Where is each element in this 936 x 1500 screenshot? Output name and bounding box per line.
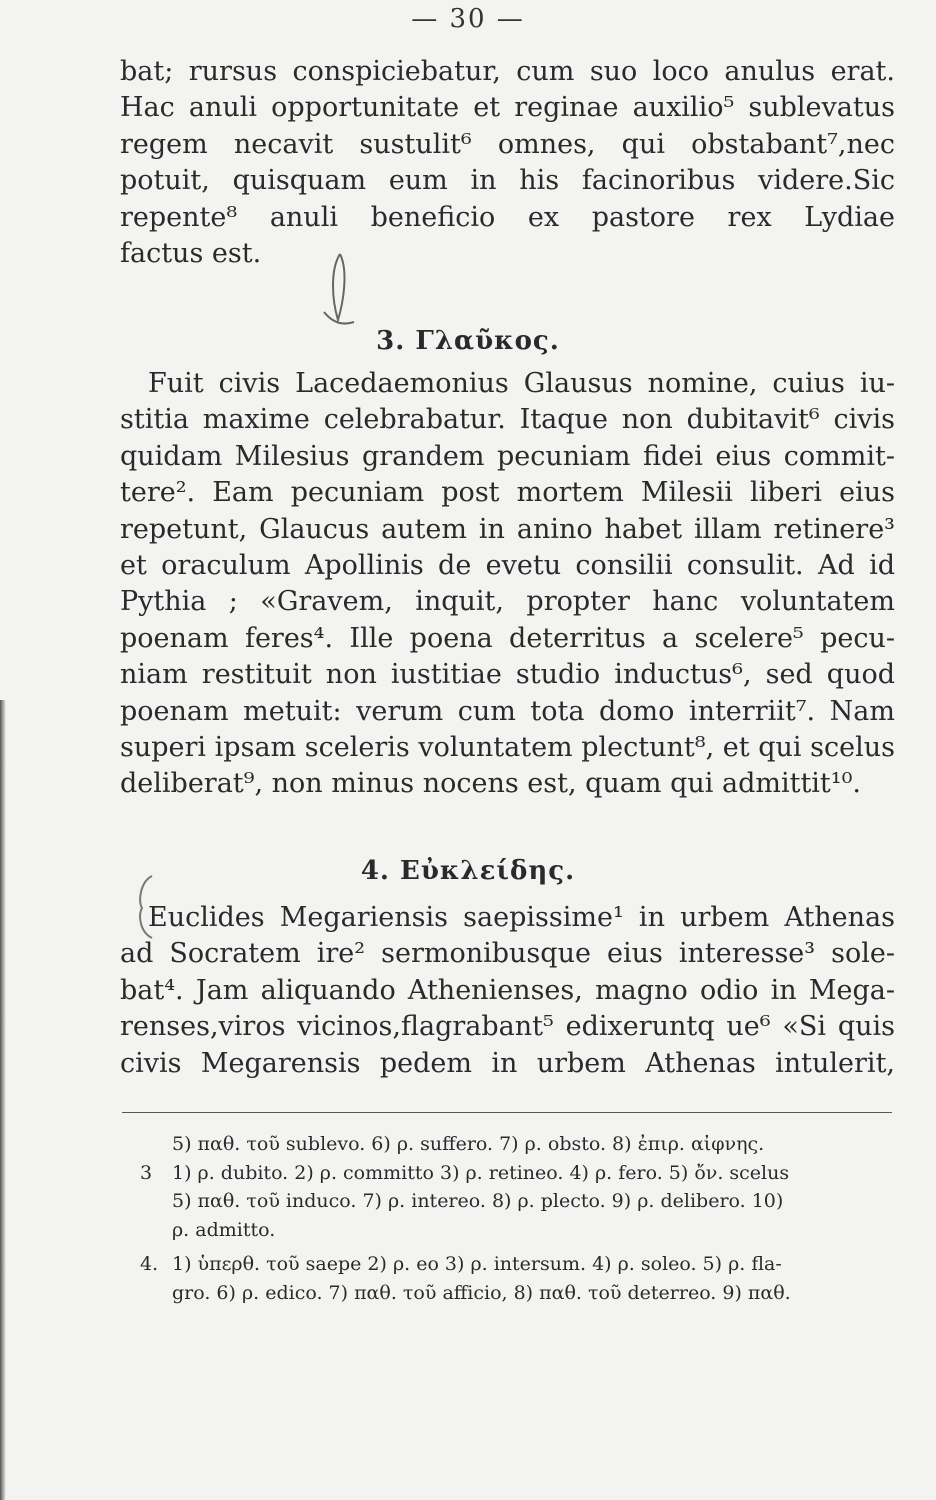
text-line: bat⁴. Jam aliquando Athenienses, magno odio in Mega- — [120, 974, 895, 1006]
paragraph-continuation — [120, 54, 895, 272]
pencil-mark-icon — [318, 250, 358, 330]
text-line: civis Megarensis pedem in urbem Athenas intulerit, — [120, 1047, 895, 1079]
footnote-row — [140, 1187, 895, 1216]
footnote-row — [140, 1130, 895, 1159]
footnote-text: 1) ὑπερθ. τοῦ saepe 2) ρ. eo 3) ρ. intersum. 4) ρ. soleo. 5) ρ. fla- — [172, 1253, 782, 1275]
text-line: deliberat⁹, non minus nocens est, quam qui admittit¹⁰. — [120, 768, 862, 800]
footnote-number — [140, 1130, 172, 1159]
footnotes — [140, 1130, 895, 1307]
text-line: niam restituit non iustitiae studio inductus⁶, sed quod — [120, 659, 895, 691]
footnote-text: ρ. admitto. — [172, 1218, 276, 1241]
footnote-number — [140, 1187, 172, 1216]
text-line: regem necavit sustulit⁶ omnes, qui obstabant⁷,nec — [120, 128, 895, 160]
paragraph-euclides — [120, 900, 895, 1082]
text-line: ad Socratem ire² sermonibusque eius interesse³ sole- — [120, 938, 895, 970]
footnote-row — [140, 1159, 895, 1188]
footnote-text: 5) παθ. τοῦ induco. 7) ρ. intereo. 8) ρ. plecto. 9) ρ. delibero. 10) — [172, 1190, 784, 1212]
footnote-divider — [122, 1112, 892, 1113]
text-line: quidam Milesius grandem pecuniam fidei eius commit- — [120, 440, 895, 472]
footnote-text: 5) παθ. τοῦ sublevo. 6) ρ. suffero. 7) ρ. obsto. 8) ἐπιρ. αἰφνης. — [172, 1133, 765, 1155]
text-line: Euclides Megariensis saepissime¹ in urbem Athenas — [148, 902, 895, 933]
text-line: repente⁸ anuli beneficio ex pastore rex Lydiae — [120, 201, 895, 233]
text-line: superi ipsam sceleris voluntatem plectunt⁸, et qui scelus — [120, 731, 895, 763]
text-line: Pythia ; «Gravem, inquit, propter hanc voluntatem — [120, 586, 895, 618]
text-line: Fuit civis Lacedaemonius Glausus nomine, cuius iu- — [148, 368, 895, 399]
text-line: repetunt, Glaucus autem in anino habet illam retinere³ — [120, 513, 895, 545]
footnote-text: 1) ρ. dubito. 2) ρ. committo 3) ρ. retineo. 4) ρ. fero. 5) ὄν. scelus — [172, 1161, 790, 1184]
text-line: potuit, quisquam eum in his facinoribus videre.Sic — [120, 165, 895, 197]
text-line: poenam feres⁴. Ille poena deterritus a scelere⁵ pecu- — [120, 622, 895, 654]
text-line: stitia maxime celebrabatur. Itaque non dubitavit⁶ civis — [120, 404, 895, 436]
footnote-number — [140, 1216, 172, 1245]
text-line: factus est. — [120, 237, 262, 269]
paragraph-glaucus — [120, 366, 895, 803]
text-line: tere². Eam pecuniam post mortem Milesii liberi eius — [120, 477, 895, 509]
text-line: poenam metuit: verum cum tota domo interriit⁷. Nam — [120, 695, 895, 727]
section-heading-euclides: 4. Εὐκλείδης. — [360, 856, 576, 886]
footnote-number — [140, 1279, 172, 1308]
footnote-row — [140, 1216, 895, 1245]
section-heading-glaucus: 3. Γλαῦκος. — [376, 326, 560, 356]
footnote-number: 4. — [140, 1253, 159, 1275]
footnote-row — [140, 1250, 895, 1279]
page-edge-shadow — [0, 700, 6, 1500]
page-number: — 30 — — [411, 4, 525, 34]
footnote-number: 3 — [140, 1161, 153, 1184]
text-line: Hac anuli opportunitate et reginae auxilio⁵ sublevatus — [120, 92, 895, 124]
footnote-text: gro. 6) ρ. edico. 7) παθ. τοῦ afficio, 8) παθ. τοῦ deterreo. 9) παθ. — [172, 1281, 791, 1304]
text-line: et oraculum Apollinis de evetu consilii consulit. Ad id — [120, 549, 895, 581]
text-line: renses,viros vicinos,flagrabant⁵ edixeruntq ue⁶ «Si quis — [120, 1011, 895, 1043]
footnote-row — [140, 1279, 895, 1308]
text-line: bat; rursus conspiciebatur, cum suo loco anulus erat. — [120, 56, 895, 87]
